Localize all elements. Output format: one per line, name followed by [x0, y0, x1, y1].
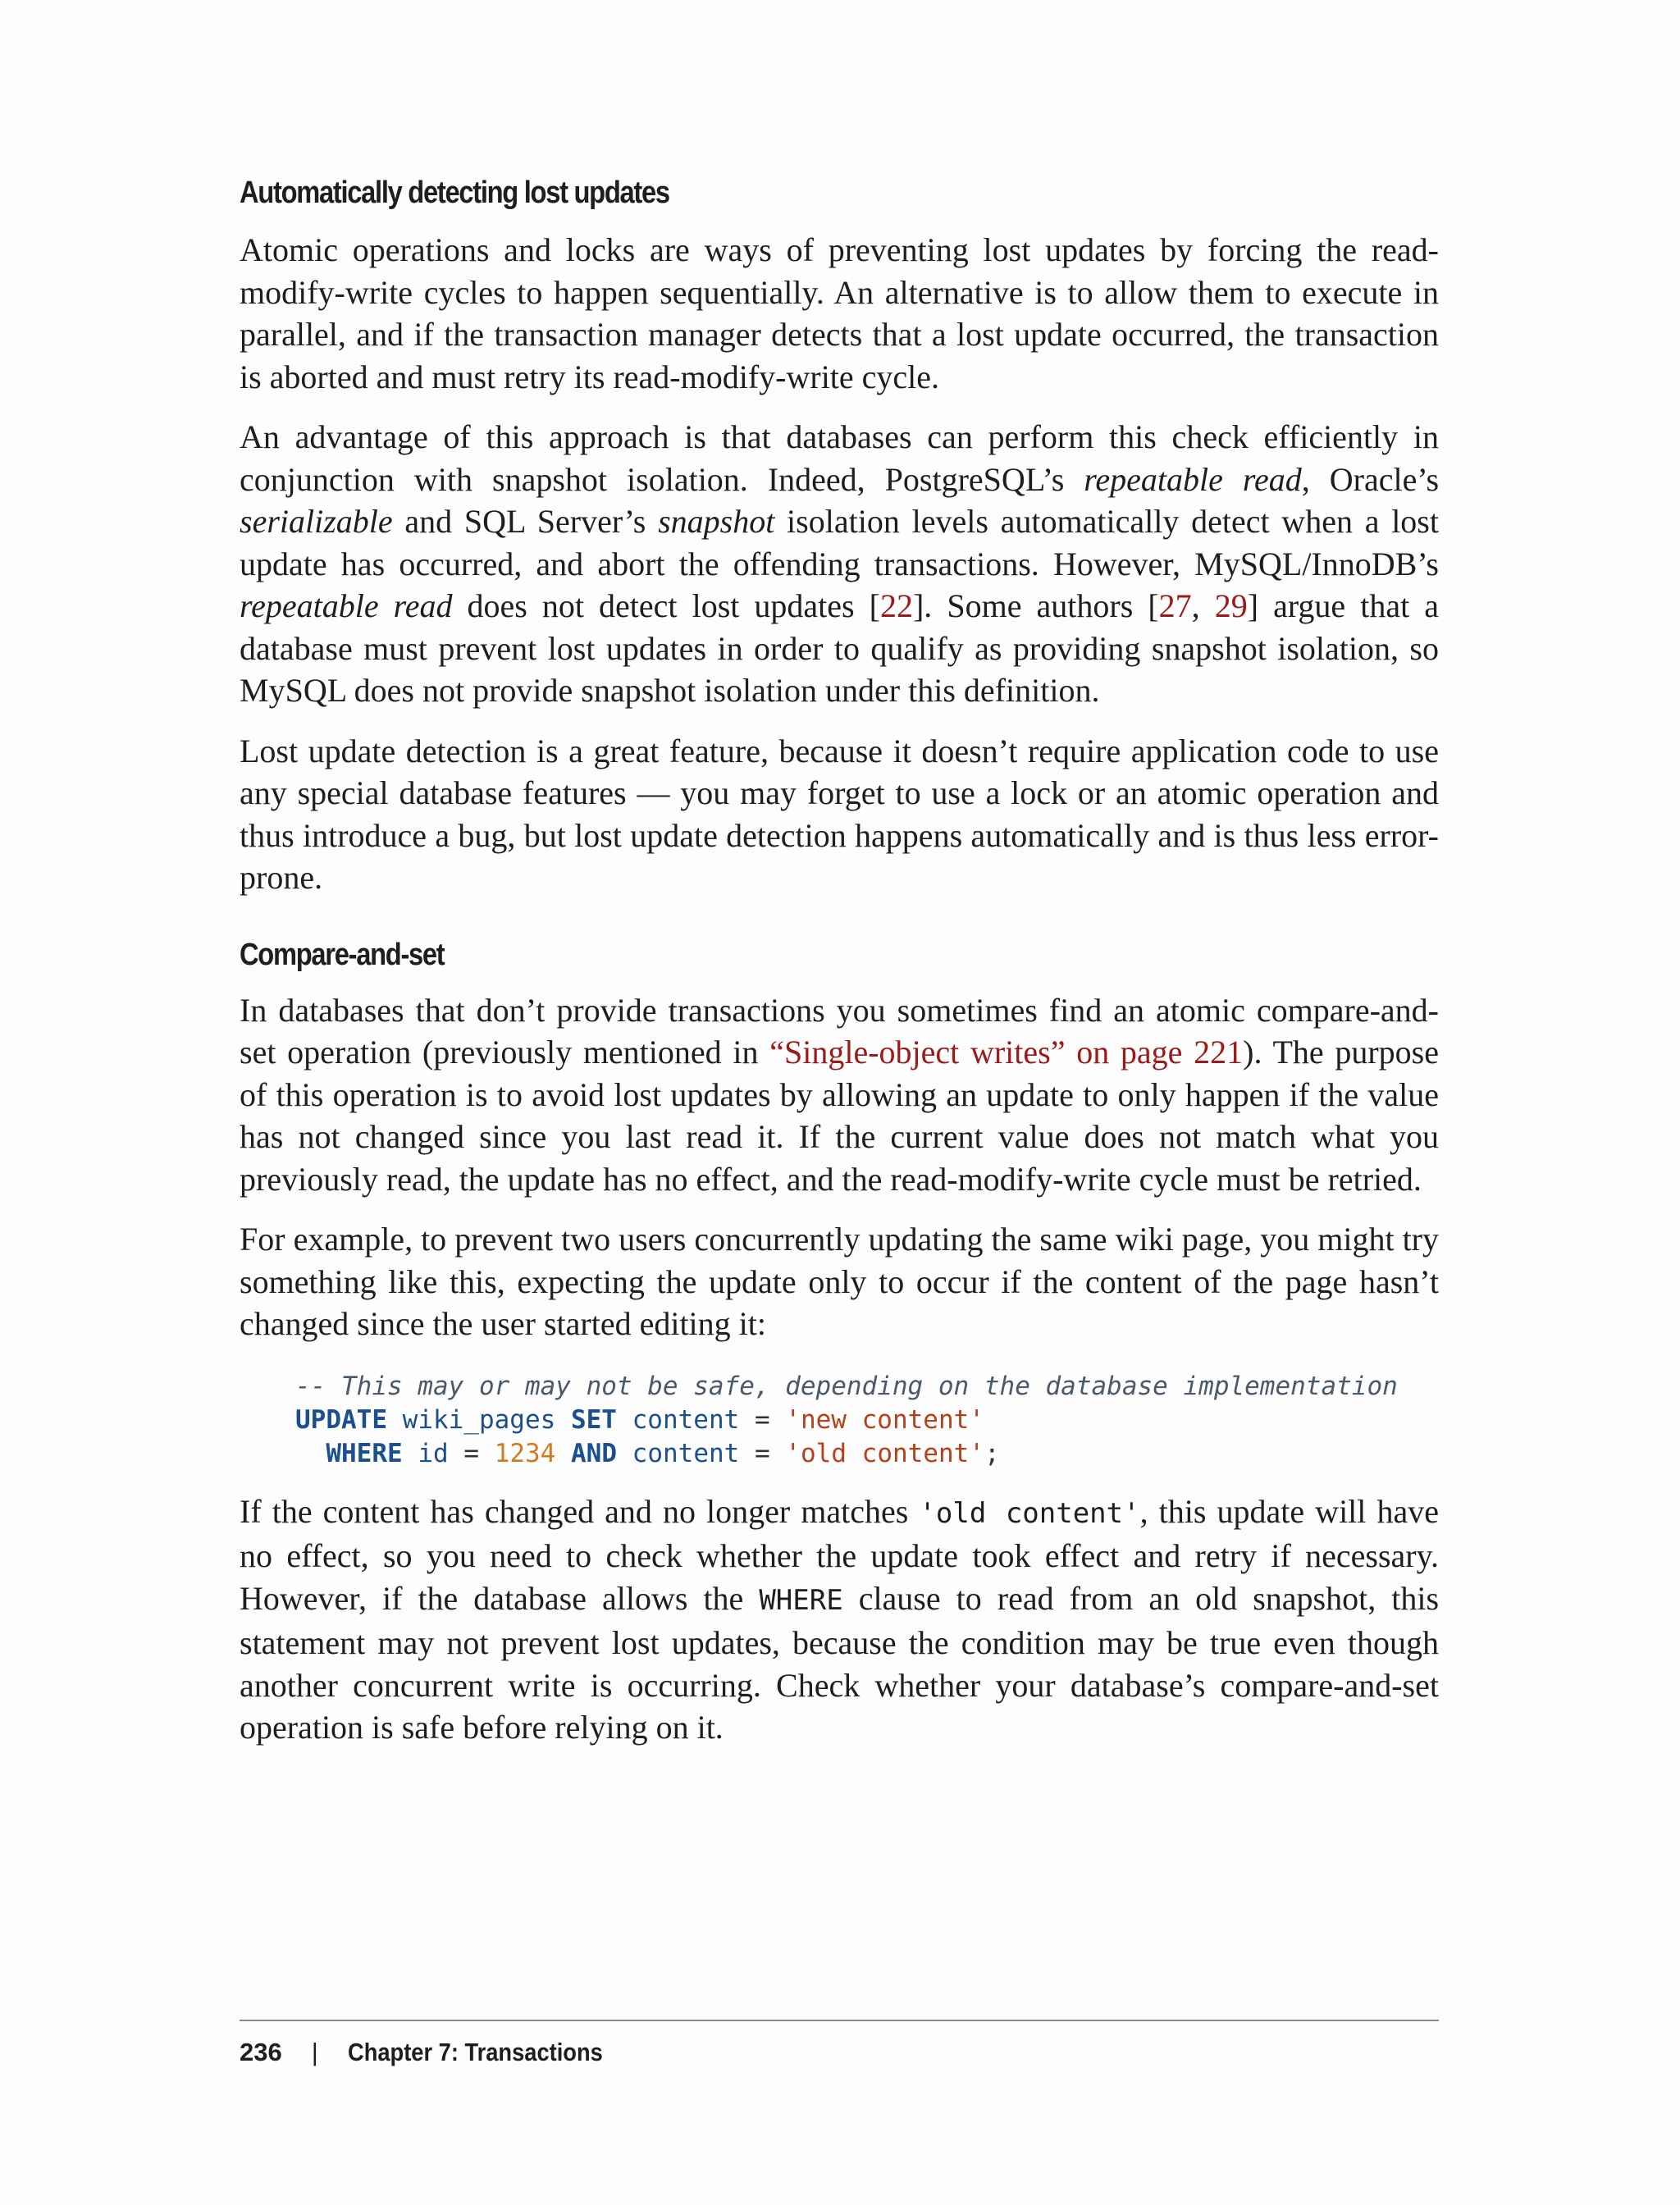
section-heading-lost-updates: Automatically detecting lost updates [240, 176, 669, 210]
cross-reference-link[interactable]: “Single-object writes” on page 221 [769, 1034, 1244, 1071]
code-identifier: content [632, 1438, 740, 1468]
code-identifier: id [418, 1438, 449, 1468]
paragraph: If the content has changed and no longer matches 'old content', this update will have no effect, so you need to check whether the update took effect and retry if necessary. However, if the database allows the WHERE clause to read from an old snapshot, this statement may not prevent lost updates, because the condition may be true even though another concurrent write is occurring. Check whether your database’s compare-and-set operation is safe before relying on it. [240, 1492, 1440, 1746]
code-number: 1234 [494, 1438, 556, 1468]
footer-separator: | [311, 2038, 318, 2066]
reference-link[interactable]: 29 [1214, 587, 1248, 624]
paragraph: Lost update detection is a great feature, because it doesn’t require application code to use any special database features — you may forget to use a lock or an atomic operation and thus introduce a bug, but lost update detection happens automatically and is thus less error-prone. [240, 732, 1439, 896]
page-footer [240, 2020, 1439, 2067]
emphasis: repeatable read [1084, 460, 1302, 498]
code-string: 'new content' [785, 1404, 984, 1435]
paragraph: For example, to prevent two users concurrently updating the same wiki page, you might try something like this, expecting the update only to occur if the content of the page hasn’t changed since the user started editing it: [240, 1221, 1439, 1342]
code-identifier: content [632, 1404, 740, 1435]
code-keyword: WHERE [326, 1438, 403, 1468]
emphasis: repeatable read [240, 587, 453, 624]
code-operator: = [463, 1438, 479, 1468]
inline-code: 'old content' [919, 1496, 1140, 1530]
code-identifier: wiki_pages [402, 1404, 556, 1435]
paragraph: An advantage of this approach is that databases can perform this check efficiently in conjunction with snapshot isolation. Indeed, PostgreSQL’s repeatable read, Oracle’s serializable and SQL Server’s snapshot isolation levels automatically detect when a lost update has occurred, and abort the offending transactions. However, MySQL/InnoDB’s repeatable read does not detect lost updates [22]. Some authors [27, 29] argue that a database must prevent lost updates in order to qualify as providing snapshot isolation, so MySQL does not provide snapshot isolation under this definition. [240, 418, 1440, 709]
code-punctuation: ; [984, 1438, 1000, 1468]
code-keyword: AND [571, 1438, 617, 1468]
inline-code: WHERE [759, 1583, 843, 1617]
reference-link[interactable]: 27 [1158, 587, 1192, 624]
reference-link[interactable]: 22 [879, 587, 913, 624]
paragraph: In databases that don’t provide transactions you sometimes find an atomic compare-and-set operation (previously mentioned in “Single-object writes” on page 221). The purpose of this operation is to avoid lost updates by allowing an update to only happen if the value has not changed since you last read it. If the current value does not match what you previously read, the update has no effect, and the read-modify-write cycle must be retried. [240, 991, 1439, 1198]
chapter-title: Chapter 7: Transactions [347, 2038, 603, 2066]
page-content [240, 168, 1439, 1767]
code-comment: -- This may or may not be safe, depending on the database implementation [295, 1371, 1398, 1401]
section-heading-compare-and-set: Compare-and-set [240, 937, 445, 972]
code-block [295, 1370, 1439, 1471]
emphasis: serializable [240, 503, 393, 540]
code-keyword: UPDATE [295, 1404, 387, 1435]
paragraph: Atomic operations and locks are ways of preventing lost updates by forcing the read-modify-write cycles to happen sequentially. An alternative is to allow them to execute in parallel, and if the transaction manager detects that a lost update occurred, the transaction is aborted and must retry its read-modify-write cycle. [240, 231, 1439, 395]
code-operator: = [755, 1438, 770, 1468]
page-number: 236 [240, 2038, 282, 2066]
code-operator: = [754, 1404, 770, 1435]
code-string: 'old content' [785, 1438, 984, 1468]
emphasis: snapshot [658, 503, 775, 540]
code-keyword: SET [570, 1404, 617, 1435]
